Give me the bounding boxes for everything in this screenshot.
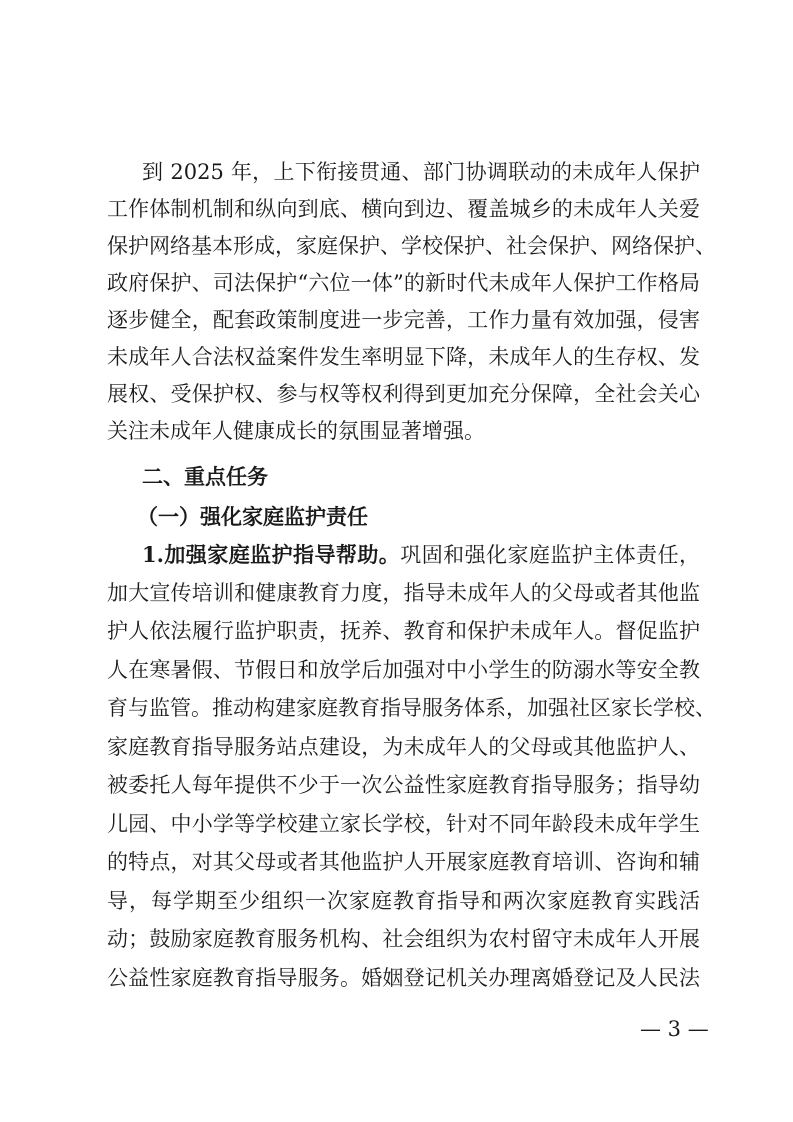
text-line: 加大宣传培训和健康教育力度，指导未成年人的父母或者其他监 [107,581,700,605]
subsection-heading: （一）强化家庭监护责任 [137,504,368,529]
text-line: 育与监管。推动构建家庭教育指导服务体系，加强社区家长学校、 [107,696,716,720]
text-line: 政府保护、司法保护“六位一体”的新时代未成年人保护工作格局 [107,271,700,295]
text-span: 巩固和强化家庭监护主体责任， [400,543,701,567]
text-line: 逐步健全，配套政策制度进一步完善，工作力量有效加强，侵害 [107,308,700,332]
section-heading: 二、重点任务 [142,464,268,489]
text-line: 动；鼓励家庭教育服务机构、社会组织为农村留守未成年人开展 [107,927,700,951]
text-line: 公益性家庭教育指导服务。婚姻登记机关办理离婚登记及人民法 [107,966,700,990]
text-line: 人在寒暑假、节假日和放学后加强对中小学生的防溺水等安全教 [107,658,700,682]
text-line: 家庭教育指导服务站点建设，为未成年人的父母或其他监护人、 [107,735,700,759]
text-line: 被委托人每年提供不少于一次公益性家庭教育指导服务；指导幼 [107,773,700,797]
text-line [107,540,700,570]
text-line: 的特点，对其父母或者其他监护人开展家庭教育培训、咨询和辅 [107,850,700,874]
text-line: 到 2025 年，上下衔接贯通、部门协调联动的未成年人保护 [142,160,700,184]
text-line: 护人依法履行监护职责，抚养、教育和保护未成年人。督促监护 [107,619,700,643]
text-line: 未成年人合法权益案件发生率明显下降，未成年人的生存权、发 [107,345,700,369]
item-lead: 1.加强家庭监护指导帮助。 [142,542,401,567]
text-line: 导，每学期至少组织一次家庭教育指导和两次家庭教育实践活 [107,889,700,913]
page-number: — 3 — [640,1017,709,1041]
text-line: 儿园、中小学等学校建立家长学校，针对不同年龄段未成年学生 [107,812,700,836]
text-line: 关注未成年人健康成长的氛围显著增强。 [107,419,485,443]
text-line: 工作体制机制和纵向到底、横向到边、覆盖城乡的未成年人关爱 [107,197,700,221]
text-line: 展权、受保护权、参与权等权利得到更加充分保障，全社会关心 [107,382,700,406]
text-line: 保护网络基本形成，家庭保护、学校保护、社会保护、网络保护、 [107,234,716,258]
